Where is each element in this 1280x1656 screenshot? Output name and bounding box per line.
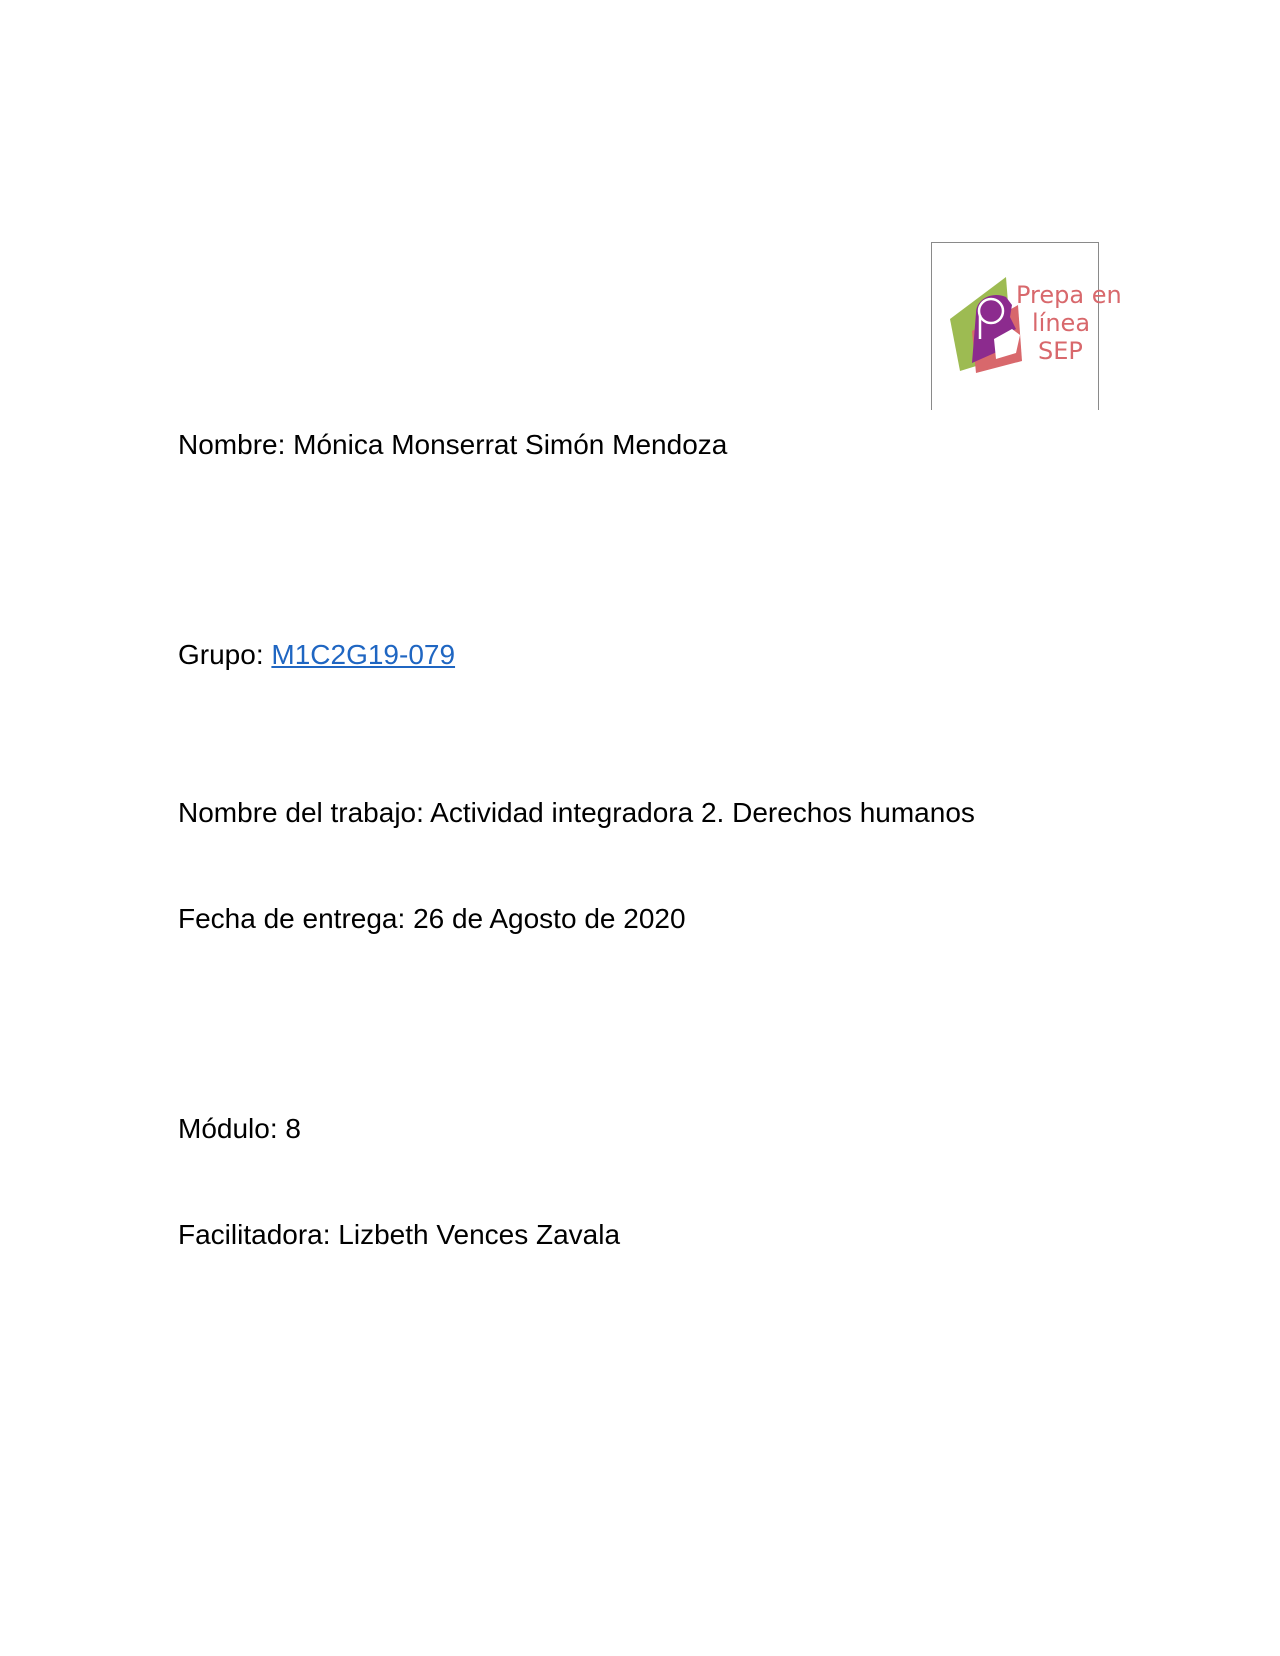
logo-frame — [931, 242, 1122, 410]
trabajo-label: Nombre del trabajo: — [178, 797, 424, 828]
nombre-line — [178, 428, 727, 462]
nombre-label: Nombre: — [178, 429, 286, 460]
logo-text-line2: línea — [1032, 309, 1091, 337]
logo-text-line1: Prepa en — [1016, 281, 1122, 309]
fecha-label: Fecha de entrega: — [178, 903, 406, 934]
facilitadora-line — [178, 1218, 620, 1252]
logo-text-line3: SEP — [1038, 337, 1083, 365]
modulo-value: 8 — [285, 1113, 301, 1144]
facilitadora-label: Facilitadora: — [178, 1219, 331, 1250]
fecha-value: 26 de Agosto de 2020 — [413, 903, 686, 934]
facilitadora-value: Lizbeth Vences Zavala — [338, 1219, 621, 1250]
modulo-line — [178, 1112, 301, 1146]
trabajo-line — [178, 796, 975, 830]
fecha-line — [178, 902, 686, 936]
nombre-value: Mónica Monserrat Simón Mendoza — [293, 429, 728, 460]
modulo-label: Módulo: — [178, 1113, 278, 1144]
grupo-line — [178, 638, 455, 672]
grupo-link[interactable]: M1C2G19-079 — [271, 639, 456, 670]
prepa-en-linea-sep-logo — [932, 243, 1122, 411]
trabajo-value: Actividad integradora 2. Derechos humanos — [430, 797, 975, 828]
grupo-label: Grupo: — [178, 639, 264, 670]
